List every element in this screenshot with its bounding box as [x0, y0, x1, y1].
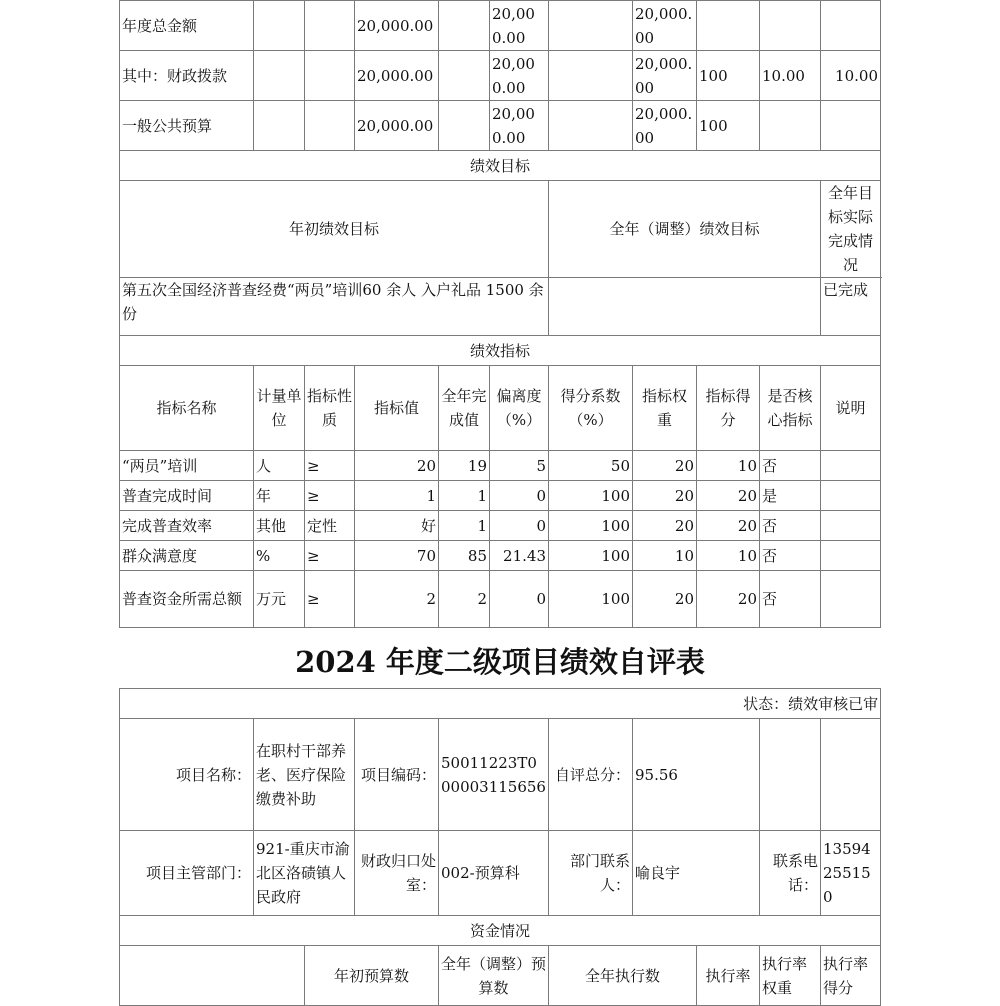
empty-cell [254, 51, 305, 101]
indicator-cell: 10 [697, 541, 760, 571]
indicator-cell: 10 [697, 451, 760, 481]
indicator-cell: 20 [355, 451, 439, 481]
execution-rate: 100 [697, 101, 760, 151]
indicator-cell: 20 [633, 481, 697, 511]
indicator-cell [821, 571, 881, 628]
indicator-cell: 20 [633, 511, 697, 541]
indicator-cell: 0 [490, 481, 549, 511]
indicator-cell: ≥ [305, 451, 355, 481]
indicator-cell [821, 451, 881, 481]
indicator-cell: 完成普查效率 [120, 511, 254, 541]
actual-goal: 已完成 [821, 278, 881, 336]
executed-amount: 20,000.00 [633, 101, 697, 151]
budget-label: 一般公共预算 [120, 101, 254, 151]
indicator-header-row [120, 366, 881, 451]
indicator-cell: 100 [549, 571, 633, 628]
adjusted-budget: 20,000.00 [490, 51, 549, 101]
funds-header: 执行率得分 [821, 946, 881, 1006]
project-name-label: 项目名称： [120, 719, 254, 831]
phone-label: 联系电话： [760, 831, 821, 916]
budget-row [120, 51, 881, 101]
indicator-cell: 其他 [254, 511, 305, 541]
indicators-section-title: 绩效指标 [120, 336, 881, 366]
indicator-header: 是否核心指标 [760, 366, 821, 451]
rate-weight: 10.00 [760, 51, 821, 101]
indicator-header: 指标性质 [305, 366, 355, 451]
indicator-cell: 2 [439, 571, 490, 628]
indicator-row [120, 511, 881, 541]
empty-cell [439, 1, 490, 51]
indicator-cell: 群众满意度 [120, 541, 254, 571]
score-value: 95.56 [633, 719, 760, 831]
indicator-cell: 20 [697, 481, 760, 511]
empty-cell [254, 1, 305, 51]
actual-goal-header: 全年目标实际完成情况 [821, 181, 881, 278]
indicator-cell: 否 [760, 571, 821, 628]
indicator-cell: 好 [355, 511, 439, 541]
project-info-table [119, 688, 881, 1006]
score-label: 自评总分： [549, 719, 633, 831]
indicator-header: 指标得分 [697, 366, 760, 451]
initial-budget: 20,000.00 [355, 1, 439, 51]
indicator-cell: 0 [490, 571, 549, 628]
initial-goal: 第五次全国经济普查经费“两员”培训60 余人 入户礼品 1500 余份 [120, 278, 549, 336]
rate-weight [760, 101, 821, 151]
indicator-cell: 20 [633, 451, 697, 481]
budget-label: 其中：财政拨款 [120, 51, 254, 101]
indicator-cell: ≥ [305, 481, 355, 511]
funds-header: 执行率 [697, 946, 760, 1006]
adjusted-budget: 20,000.00 [490, 1, 549, 51]
finance-value: 002-预算科 [439, 831, 549, 916]
indicator-row [120, 451, 881, 481]
executed-amount: 20,000.00 [633, 1, 697, 51]
indicator-cell: 20 [697, 511, 760, 541]
adjusted-goal [549, 278, 821, 336]
indicator-cell: 万元 [254, 571, 305, 628]
empty-cell [439, 51, 490, 101]
funds-header: 执行率权重 [760, 946, 821, 1006]
dept-label: 项目主管部门： [120, 831, 254, 916]
initial-goal-header: 年初绩效目标 [120, 181, 549, 278]
rate-weight [760, 1, 821, 51]
indicator-cell: 0 [490, 511, 549, 541]
indicator-cell: 1 [439, 511, 490, 541]
indicator-cell: 普查资金所需总额 [120, 571, 254, 628]
rate-score [821, 1, 881, 51]
indicator-header: 指标名称 [120, 366, 254, 451]
indicator-cell [821, 541, 881, 571]
indicator-header: 全年完成值 [439, 366, 490, 451]
empty-cell [439, 101, 490, 151]
executed-amount: 20,000.00 [633, 51, 697, 101]
indicator-cell: 否 [760, 451, 821, 481]
indicator-row [120, 541, 881, 571]
indicator-header: 说明 [821, 366, 881, 451]
project-code-label: 项目编码： [355, 719, 439, 831]
indicator-cell [821, 511, 881, 541]
indicator-cell: 否 [760, 511, 821, 541]
indicator-header: 偏离度（%） [490, 366, 549, 451]
indicator-cell: 100 [549, 541, 633, 571]
budget-label: 年度总金额 [120, 1, 254, 51]
indicator-cell: % [254, 541, 305, 571]
indicator-cell: 1 [439, 481, 490, 511]
rate-score [821, 101, 881, 151]
adjusted-budget: 20,000.00 [490, 101, 549, 151]
dept-value: 921-重庆市渝北区洛碛镇人民政府 [254, 831, 355, 916]
indicator-cell: 10 [633, 541, 697, 571]
status-text: 状态：绩效审核已审 [120, 689, 881, 719]
contact-label: 部门联系人： [549, 831, 633, 916]
indicator-cell: 定性 [305, 511, 355, 541]
indicator-cell [821, 481, 881, 511]
indicator-cell: 5 [490, 451, 549, 481]
indicator-cell: 否 [760, 541, 821, 571]
indicator-row [120, 481, 881, 511]
indicator-cell: 21.43 [490, 541, 549, 571]
contact-value: 喻良宇 [633, 831, 760, 916]
indicator-cell: 85 [439, 541, 490, 571]
funds-header: 年初预算数 [305, 946, 439, 1006]
empty-cell [305, 1, 355, 51]
indicator-cell: 年 [254, 481, 305, 511]
phone-value: 13594255150 [821, 831, 881, 916]
indicator-cell: 100 [549, 511, 633, 541]
indicator-cell: 人 [254, 451, 305, 481]
finance-label: 财政归口处室： [355, 831, 439, 916]
rate-score: 10.00 [821, 51, 881, 101]
indicator-cell: 普查完成时间 [120, 481, 254, 511]
indicator-cell: 20 [697, 571, 760, 628]
empty-cell [549, 51, 633, 101]
indicator-cell: ≥ [305, 571, 355, 628]
empty-cell [305, 51, 355, 101]
performance-table [119, 0, 881, 628]
execution-rate: 100 [697, 51, 760, 101]
indicator-cell: ≥ [305, 541, 355, 571]
budget-row [120, 1, 881, 51]
funds-header: 全年（调整）预算数 [439, 946, 549, 1006]
empty-cell [305, 101, 355, 151]
indicator-cell: 是 [760, 481, 821, 511]
indicator-cell: “两员”培训 [120, 451, 254, 481]
goals-section-title: 绩效目标 [120, 151, 881, 181]
indicator-cell: 70 [355, 541, 439, 571]
indicator-cell: 100 [549, 481, 633, 511]
empty-cell [549, 1, 633, 51]
funds-section-title: 资金情况 [120, 916, 881, 946]
budget-row [120, 101, 881, 151]
indicator-header: 指标值 [355, 366, 439, 451]
empty-cell [254, 101, 305, 151]
indicator-header: 得分系数（%） [549, 366, 633, 451]
empty-cell [549, 101, 633, 151]
funds-header: 全年执行数 [549, 946, 697, 1006]
indicator-header: 计量单位 [254, 366, 305, 451]
indicator-cell: 19 [439, 451, 490, 481]
project-name: 在职村干部养老、医疗保险缴费补助 [254, 719, 355, 831]
indicator-header: 指标权重 [633, 366, 697, 451]
initial-budget: 20,000.00 [355, 51, 439, 101]
adjusted-goal-header: 全年（调整）绩效目标 [549, 181, 821, 278]
indicator-cell: 50 [549, 451, 633, 481]
project-code: 50011223T000003115656 [439, 719, 549, 831]
indicator-cell: 20 [633, 571, 697, 628]
indicator-cell: 2 [355, 571, 439, 628]
initial-budget: 20,000.00 [355, 101, 439, 151]
indicator-cell: 1 [355, 481, 439, 511]
indicator-row [120, 571, 881, 628]
execution-rate [697, 1, 760, 51]
form-title: 2024 年度二级项目绩效自评表 [295, 645, 705, 679]
